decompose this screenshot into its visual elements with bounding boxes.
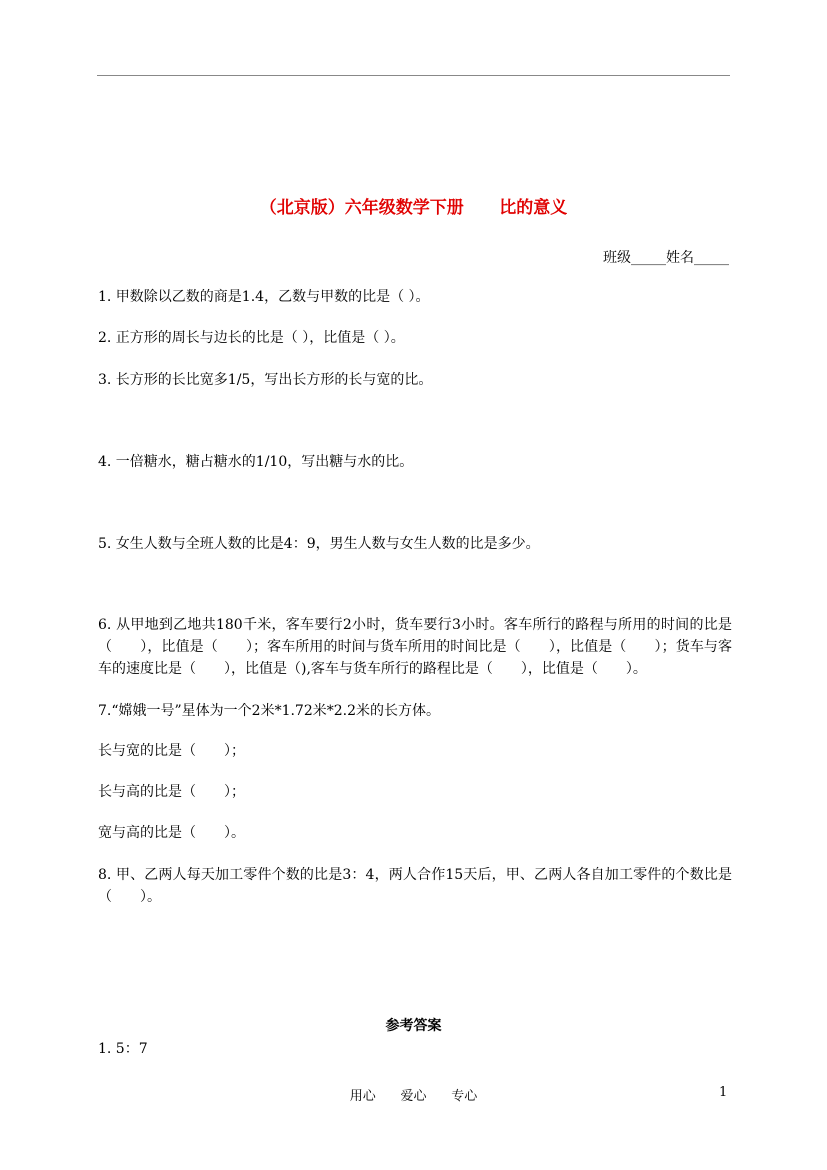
footer-slogan: 用心 爱心 专心	[349, 1089, 478, 1104]
header-rule	[97, 75, 730, 76]
answer-1: 1. 5：7	[98, 1041, 148, 1057]
question-7-part-2: 长与高的比是（ ）；	[98, 784, 245, 800]
question-7-part-1: 长与宽的比是（ ）；	[98, 743, 245, 759]
question-8: 8. 甲、乙两人每天加工零件个数的比是3：4，两人合作15天后，甲、乙两人各自加工零件的个数比是（ ）。	[98, 867, 732, 905]
question-2: 2. 正方形的周长与边长的比是（ ），比值是（ ）。	[98, 330, 405, 346]
page-number: 1	[719, 1085, 728, 1100]
document-title: （北京版）六年级数学下册 比的意义	[259, 198, 568, 218]
question-3: 3. 长方形的长比宽多1/5，写出长方形的长与宽的比。	[98, 372, 433, 388]
question-6: 6. 从甲地到乙地共180千米，客车要行2小时，货车要行3小时。客车所行的路程与所用的时间的比是（ ），比值是（ ）；客车所用的时间与货车所用的时间比是（ ），比值是（ ）；货车与客车的速度比是（ ），比值是（),客车与货车所行的路程比是（ ），比值是（ ）。	[98, 617, 732, 677]
question-5: 5. 女生人数与全班人数的比是4：9，男生人数与女生人数的比是多少。	[98, 536, 540, 552]
answer-heading: 参考答案	[385, 1018, 442, 1034]
class-name-line: 班级_____姓名_____	[603, 250, 729, 266]
question-7: 7.“嫦娥一号”星体为一个2米*1.72米*2.2米的长方体。	[98, 703, 441, 719]
question-4: 4. 一倍糖水，糖占糖水的1/10，写出糖与水的比。	[98, 454, 414, 470]
question-7-part-3: 宽与高的比是（ ）。	[98, 825, 245, 841]
question-1: 1. 甲数除以乙数的商是1.4，乙数与甲数的比是（ ）。	[98, 289, 430, 305]
